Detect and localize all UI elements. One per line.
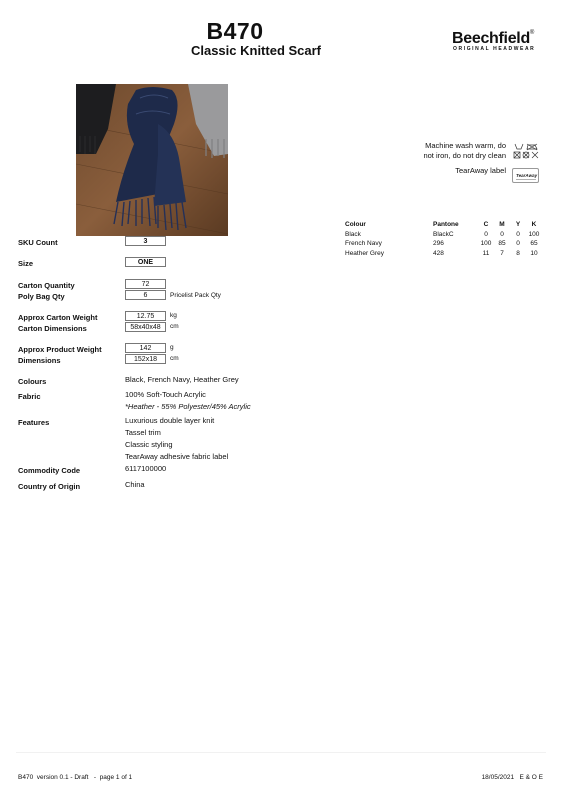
carton-weight-value: 12.75 [125, 311, 166, 321]
colour-cell: French Navy [345, 240, 382, 247]
product-title: Classic Knitted Scarf [190, 43, 322, 58]
footer-version: B470 version 0.1 - Draft - page 1 of 1 [18, 774, 133, 781]
product-image [76, 84, 228, 236]
fabric-note: *Heather - 55% Polyester/45% Acrylic [125, 402, 251, 411]
size-label: Size [18, 259, 34, 268]
country-of-origin-label: Country of Origin [18, 482, 81, 491]
fabric-label: Fabric [18, 392, 41, 401]
footer-date: 18/05/2021 E & O E [481, 774, 543, 781]
y-header: Y [515, 221, 521, 228]
carton-dimensions-unit: cm [170, 323, 179, 330]
table-row [345, 249, 542, 259]
feature-item: Luxurious double layer knit [125, 416, 215, 425]
pricelist-pack-note: Pricelist Pack Qty [170, 292, 221, 299]
brand-name: Beechfield [452, 30, 530, 47]
poly-bag-qty-label: Poly Bag Qty [18, 292, 65, 301]
pantone-cell: BlackC [433, 230, 454, 238]
svg-text:TearAway: TearAway [516, 173, 538, 178]
c-cell: 11 [482, 249, 490, 257]
c-header: C [483, 221, 489, 228]
dimensions-unit: cm [170, 355, 179, 362]
product-weight-value: 142 [125, 343, 166, 353]
m-cell: 7 [500, 249, 504, 257]
label-type: TearAway label [455, 166, 506, 175]
commodity-code-value: 6117100000 [125, 464, 167, 473]
product-code: B470 [206, 18, 264, 44]
poly-bag-qty-value: 6 [125, 290, 166, 300]
pantone-table [345, 220, 542, 258]
dimensions-label: Dimensions [18, 356, 61, 365]
k-cell: 100 [528, 230, 540, 238]
care-instructions [380, 141, 506, 161]
pantone-cell: 428 [433, 249, 444, 257]
sku-count-value: 3 [125, 236, 166, 246]
care-icons [513, 143, 539, 159]
fabric-main: 100% Soft-Touch Acrylic [125, 390, 206, 399]
features-label: Features [18, 418, 50, 427]
size-value: ONE [125, 257, 166, 267]
footer-divider [16, 752, 546, 753]
carton-quantity-value: 72 [125, 279, 166, 289]
k-header: K [531, 221, 537, 228]
commodity-code-label: Commodity Code [18, 466, 81, 475]
sku-count-label: SKU Count [18, 238, 58, 247]
country-of-origin-value: China [125, 480, 145, 489]
dimensions-value: 152x18 [125, 354, 166, 364]
feature-item: Tassel trim [125, 428, 161, 437]
pantone-cell: 296 [433, 240, 444, 247]
brand-tagline: ORIGINAL HEADWEAR [453, 46, 536, 52]
m-header: M [499, 221, 505, 228]
colour-header: Colour [345, 221, 366, 228]
colours-label: Colours [18, 377, 47, 386]
y-cell: 0 [516, 240, 520, 247]
c-cell: 0 [484, 230, 488, 238]
c-cell: 100 [480, 240, 492, 247]
brand-logo: Beechfield® [452, 30, 535, 47]
product-weight-unit: g [170, 344, 174, 351]
carton-weight-unit: kg [170, 312, 177, 319]
m-cell: 85 [498, 240, 506, 247]
pantone-header-row [345, 220, 542, 230]
pantone-header: Pantone [433, 221, 459, 228]
carton-dimensions-value: 58x40x48 [125, 322, 166, 332]
table-row [345, 239, 542, 249]
fabric-value [125, 389, 251, 413]
features-list [125, 415, 228, 463]
product-weight-label: Approx Product Weight [18, 345, 102, 354]
table-row [345, 230, 542, 240]
scarf-photo [76, 84, 228, 236]
k-cell: 65 [530, 240, 538, 247]
y-cell: 0 [516, 230, 520, 238]
carton-quantity-label: Carton Quantity [18, 281, 75, 290]
feature-item: Classic styling [125, 440, 173, 449]
care-line-2: not iron, do not dry clean [423, 151, 506, 160]
care-line-1: Machine wash warm, do [425, 141, 506, 150]
colour-cell: Black [345, 230, 361, 238]
wash-icon [515, 144, 523, 149]
colours-value: Black, French Navy, Heather Grey [125, 375, 239, 384]
carton-dimensions-label: Carton Dimensions [18, 324, 87, 333]
m-cell: 0 [500, 230, 504, 238]
y-cell: 8 [516, 249, 520, 257]
k-cell: 10 [530, 249, 538, 257]
tearaway-label-icon [512, 168, 539, 183]
colour-cell: Heather Grey [345, 249, 385, 257]
bleach-icon [532, 152, 538, 158]
carton-weight-label: Approx Carton Weight [18, 313, 98, 322]
feature-item: TearAway adhesive fabric label [125, 452, 229, 461]
